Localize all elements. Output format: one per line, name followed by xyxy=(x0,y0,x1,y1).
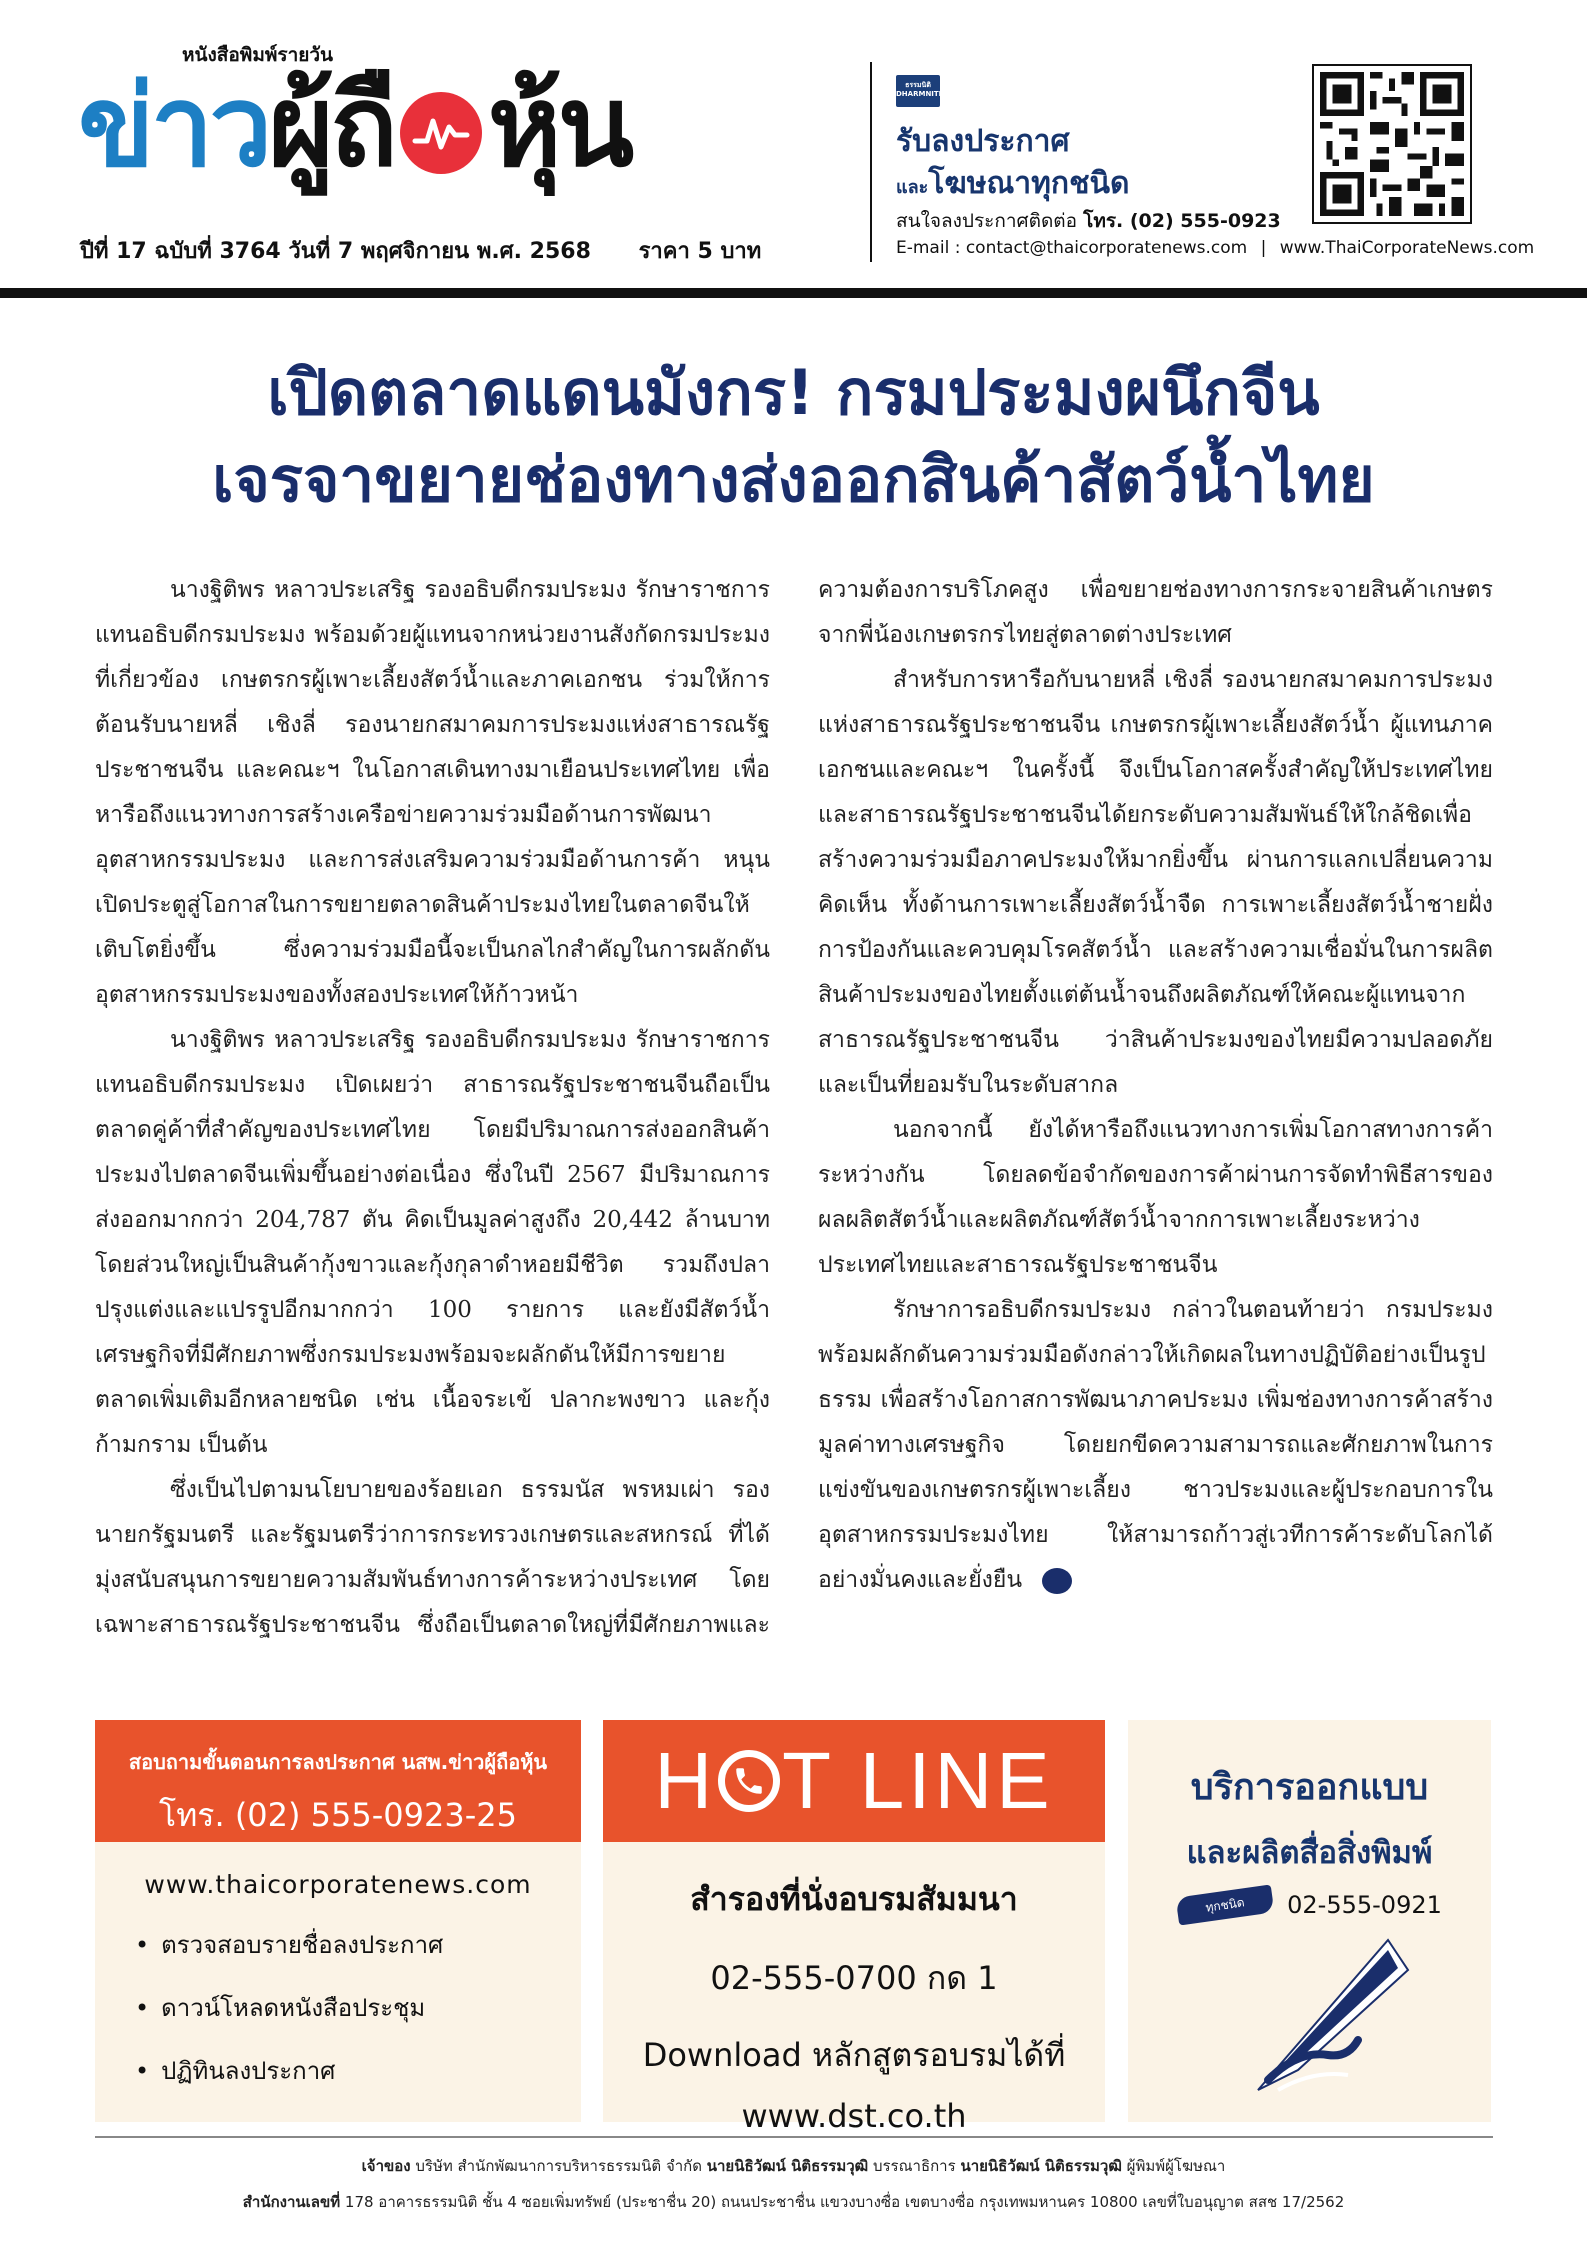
ad-title: รับลงประกาศ xyxy=(896,124,1070,159)
footer-owner-company: บริษัท สำนักพัฒนาการบริหารธรรมนิติ จำกัด xyxy=(410,2157,707,2175)
ad-subtitle xyxy=(896,160,1129,207)
footer-editor-name: นายนิธิวัฒน์ นิติธรรมวุฒิ xyxy=(706,2157,869,2175)
article-body xyxy=(95,568,1493,1678)
footer-rule xyxy=(95,2136,1493,2138)
footer-editor-label: บรรณาธิการ xyxy=(868,2157,961,2175)
hotline-letters-rest: T LINE xyxy=(782,1736,1054,1825)
publisher-footer xyxy=(0,2148,1587,2220)
contact-website[interactable]: www.ThaiCorporateNews.com xyxy=(1279,238,1535,258)
dharmniti-logo-en: DHARMNITI xyxy=(896,89,942,98)
article-paragraph-3: ซึ่งเป็นไปตามนโยบายของร้อยเอก ธรรมนัส พรหมเผ่า รองนายกรัฐมนตรี และรัฐมนตรีว่าการกระทรวงเกษตรและสหกรณ์ ที่ได้มุ่งสนับสนุนการขยายความสัมพันธ์ทางการค้าระหว่างประเทศ โดยเฉพาะสาธารณรัฐประชาชนจีน ซึ่งถือเป็นตลาดใหญ่ที่มีศักยภาพและความต้องการบริโภคสูง เพื่อขยายช่องทางการกระจายสินค้าเกษตรจากพี่น้องเกษตรกรไทยสู่ตลาดต่างประเทศ xyxy=(95,577,1493,1638)
announcement-info-phone[interactable]: โทร. (02) 555-0923-25 xyxy=(159,1796,517,1834)
footer-owner-line xyxy=(0,2148,1587,2184)
logo-text-blue: ข่าว xyxy=(78,62,269,192)
print-emblem-icon xyxy=(1238,1930,1418,2100)
course-download-text: Download หลักสูตรอบรมได้ที่ xyxy=(642,2036,1066,2074)
logo-text-black-2: หุ้น xyxy=(487,62,631,192)
brand-brush-logo: ทุกชนิด xyxy=(1176,1884,1275,1925)
issue-number-date: ปีที่ 17 ฉบับที่ 3764 วันที่ 7 พฤศจิกายน พ.ศ. 2568 xyxy=(80,239,591,264)
article-end-mark-icon xyxy=(1042,1568,1072,1594)
hotline-box xyxy=(603,1720,1105,2135)
seminar-booking-title: สำรองที่นั่งอบรมสัมมนา xyxy=(690,1880,1018,1918)
ad-contact xyxy=(896,206,1281,236)
hotline-letter-h: H xyxy=(654,1736,717,1825)
contact-email[interactable]: E-mail : contact@thaicorporatenews.com xyxy=(896,238,1248,258)
masthead-tagline: หนังสือพิมพ์รายวัน xyxy=(182,44,334,66)
masthead xyxy=(0,0,1587,300)
article-paragraph-1: นางฐิติพร หลาวประเสริฐ รองอธิบดีกรมประมง รักษาราชการแทนอธิบดีกรมประมง พร้อมด้วยผู้แทนจากหน่วยงานสังกัดกรมประมงที่เกี่ยวข้อง เกษตรกรผู้เพาะเลี้ยงสัตว์น้ำและภาคเอกชน ร่วมให้การต้อนรับนายหลี่ เชิงลี่ รองนายกสมาคมการประมงแห่งสาธารณรัฐประชาชนจีน และคณะฯ ในโอกาสเดินทางมาเยือนประเทศไทย เพื่อหารือถึงแนวทางการสร้างเครือข่ายความร่วมมือด้านการพัฒนาอุตสาหกรรมประมง และการส่งเสริมความร่วมมือด้านการค้า หนุนเปิดประตูสู่โอกาสในการขยายตลาดสินค้าประมงไทยในตลาดจีนให้เติบโตยิ่งขึ้น ซึ่งความร่วมมือนี้จะเป็นกลไกสำคัญในการผลักดันอุตสาหกรรมประมงของทั้งสองประเทศให้ก้าวหน้า xyxy=(95,577,770,1008)
ad-contact-phone[interactable]: โทร. (02) 555-0923 xyxy=(1083,210,1281,232)
ad-subtitle-conjunction: และ xyxy=(896,177,929,198)
announcement-info-question: สอบถามขั้นตอนการลงประกาศ นสพ.ข่าวผู้ถือหุ้น xyxy=(128,1750,548,1774)
footer-publisher-name: นายนิธิวัฒน์ นิติธรรมวุฒิ xyxy=(960,2157,1122,2175)
dharmniti-logo xyxy=(896,75,940,107)
footer-address-text: 178 อาคารธรรมนิติ ชั้น 4 ซอยเพิ่มทรัพย์ (ประชาชื่น 20) ถนนประชาชื่น แขวงบางซื่อ เขตบางซื่อ กรุงเทพมหานคร 10800 เลขที่ใบอนุญาต สสช 17/2562 xyxy=(340,2193,1345,2211)
issue-info xyxy=(80,233,761,268)
footer-address-label: สำนักงานเลขที่ xyxy=(242,2193,341,2211)
article-paragraph-5: นอกจากนี้ ยังได้หารือถึงแนวทางการเพิ่มโอกาสทางการค้าระหว่างกัน โดยลดข้อจำกัดของการค้าผ่านการจัดทำพิธีสารของผลผลิตสัตว์น้ำและผลิตภัณฑ์สัตว์น้ำจากการเพาะเลี้ยงระหว่างประเทศไทยและสาธารณรัฐประชาชนจีน xyxy=(818,1117,1493,1278)
design-print-service-box xyxy=(1128,1720,1491,2122)
headline-line-2: เจรจาขยายช่องทางส่งออกสินค้าสัตว์น้ำไทย xyxy=(212,442,1375,516)
article-paragraph-2: นางฐิติพร หลาวประเสริฐ รองอธิบดีกรมประมง รักษาราชการแทนอธิบดีกรมประมง เปิดเผยว่า สาธารณรัฐประชาชนจีนถือเป็นตลาดคู่ค้าที่สำคัญของประเทศไทย โดยมีปริมาณการส่งออกสินค้าประมงไปตลาดจีนเพิ่มขึ้นอย่างต่อเนื่อง ซึ่งในปี 2567 มีปริมาณการส่งออกมากกว่า 204,787 ตัน คิดเป็นมูลค่าสูงถึง 20,442 ล้านบาท โดยส่วนใหญ่เป็นสินค้ากุ้งขาวและกุ้งกุลาดำหอยมีชีวิต รวมถึงปลาปรุงแต่งและแปรรูปอีกมากกว่า 100 รายการ และยังมีสัตว์น้ำเศรษฐกิจที่มีศักยภาพซึ่งกรมประมงพร้อมจะผลักดันให้มีการขยายตลาดเพิ่มเติมอีกหลายชนิด เช่น เนื้อจระเข้ ปลากะพงขาว และกุ้งก้ามกราม เป็นต้น xyxy=(95,1027,770,1458)
qr-code-icon[interactable] xyxy=(1312,64,1472,224)
masthead-rule xyxy=(0,288,1587,298)
design-service-title: บริการออกแบบ xyxy=(1190,1767,1429,1808)
ad-contact-label: สนใจลงประกาศติดต่อ xyxy=(896,210,1078,232)
stock-chart-icon xyxy=(400,92,482,174)
design-service-contact xyxy=(1128,1891,1491,1919)
hotline-body xyxy=(603,1874,1105,2135)
issue-price: ราคา 5 บาท xyxy=(638,239,762,264)
article-paragraph-4: สำหรับการหารือกับนายหลี่ เชิงลี่ รองนายกสมาคมการประมงแห่งสาธารณรัฐประชาชนจีน เกษตรกรผู้เพาะเลี้ยงสัตว์น้ำ ผู้แทนภาคเอกชนและคณะฯ ในครั้งนี้ จึงเป็นโอกาสครั้งสำคัญให้ประเทศไทยและสาธารณรัฐประชาชนจีนได้ยกระดับความสัมพันธ์ให้ใกล้ชิดเพื่อสร้างความร่วมมือภาคประมงให้มากยิ่งขึ้น ผ่านการแลกเปลี่ยนความคิดเห็น ทั้งด้านการเพาะเลี้ยงสัตว์น้ำจืด การเพาะเลี้ยงสัตว์น้ำชายฝั่ง การป้องกันและควบคุมโรคสัตว์น้ำ และสร้างความเชื่อมั่นในการผลิตสินค้าประมงของไทยตั้งแต่ต้นน้ำจนถึงผลิตภัณฑ์ให้คณะผู้แทนจากสาธารณรัฐประชาชนจีน ว่าสินค้าประมงของไทยมีความปลอดภัย และเป็นที่ยอมรับในระดับสากล xyxy=(818,667,1493,1098)
dharmniti-logo-thai: ธรรมนิติ xyxy=(905,81,931,89)
ad-subtitle-text: โฆษณาทุกชนิด xyxy=(928,166,1130,201)
announcement-info-box xyxy=(95,1720,581,2122)
headline-line-1: เปิดตลาดแดนมังกร! กรมประมงผนึกจีน xyxy=(267,356,1320,429)
masthead-divider xyxy=(870,62,872,262)
service-item-download-docs[interactable]: • ดาวน์โหลดหนังสือประชุม xyxy=(135,1988,581,2027)
announcement-info-header xyxy=(95,1720,581,1842)
contact-line xyxy=(896,238,1534,258)
announcement-service-list xyxy=(135,1925,581,2090)
design-service-subtitle: และผลิตสื่อสิ่งพิมพ์ xyxy=(1186,1835,1433,1871)
newspaper-logo xyxy=(78,52,630,202)
article-paragraph-6-text: รักษาการอธิบดีกรมประมง กล่าวในตอนท้ายว่า กรมประมงพร้อมผลักดันความร่วมมือดังกล่าวให้เกิดผลในทางปฏิบัติอย่างเป็นรูปธรรม เพื่อสร้างโอกาสการพัฒนาภาคประมง เพิ่มช่องทางการค้าสร้างมูลค่าทางเศรษฐกิจ โดยยกขีดความสามารถและศักยภาพในการแข่งขันของเกษตรกรผู้เพาะเลี้ยง ชาวประมงและผู้ประกอบการในอุตสาหกรรมประมงไทย ให้สามารถก้าวสู่เวทีการค้าระดับโลกได้อย่างมั่นคงและยั่งยืน xyxy=(818,1297,1493,1593)
phone-icon xyxy=(718,1750,780,1812)
article-headline xyxy=(0,350,1587,524)
service-item-calendar[interactable]: • ปฏิทินลงประกาศ xyxy=(135,2051,581,2090)
article-paragraph-6 xyxy=(818,1288,1493,1603)
seminar-booking-phone[interactable]: 02-555-0700 กด 1 xyxy=(710,1959,998,1997)
footer-address-line xyxy=(0,2184,1587,2220)
hotline-header xyxy=(603,1720,1105,1842)
logo-text-black: ผู้ถื xyxy=(268,62,394,192)
design-service-phone[interactable]: 02-555-0921 xyxy=(1287,1891,1442,1919)
contact-separator: | xyxy=(1260,238,1267,258)
footer-owner-label: เจ้าของ xyxy=(361,2157,411,2175)
service-item-check-names[interactable]: • ตรวจสอบรายชื่อลงประกาศ xyxy=(135,1925,581,1964)
announcement-website-link[interactable]: www.thaicorporatenews.com xyxy=(144,1870,532,1899)
course-download-link[interactable]: www.dst.co.th xyxy=(741,2097,967,2135)
footer-publisher-label: ผู้พิมพ์ผู้โฆษณา xyxy=(1121,2157,1226,2175)
